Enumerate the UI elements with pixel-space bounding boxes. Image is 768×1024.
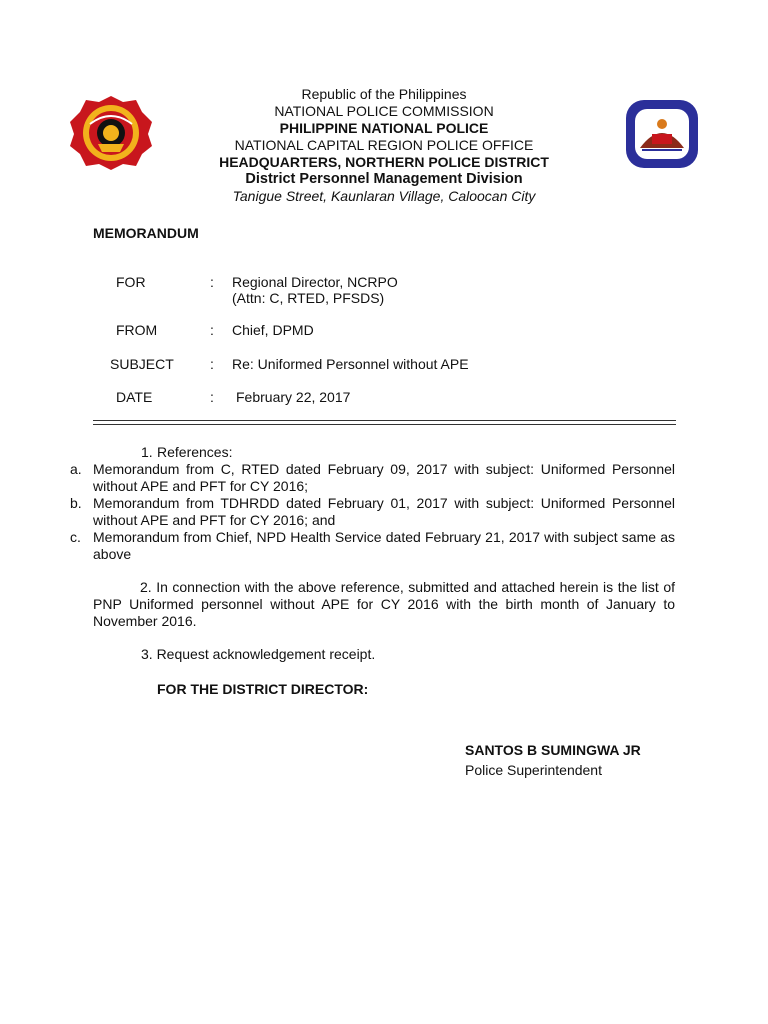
letterhead-line-ncrpo: NATIONAL CAPITAL REGION POLICE OFFICE <box>234 137 534 153</box>
divider-bottom <box>93 424 676 425</box>
for-value: Regional Director, NCRPO <box>232 274 398 290</box>
letterhead-line-napolcom: NATIONAL POLICE COMMISSION <box>274 103 494 119</box>
date-value: February 22, 2017 <box>236 389 351 405</box>
ref-c-text: Memorandum from Chief, NPD Health Service dated February 21, 2017 with subject same as above <box>93 529 675 562</box>
para-3: 3. Request acknowledgement receipt. <box>141 646 376 662</box>
for-attn: (Attn: C, RTED, PFSDS) <box>232 290 385 306</box>
para-1-text: References: <box>157 444 233 460</box>
letterhead-line-republic: Republic of the Philippines <box>301 86 467 102</box>
subject-colon: : <box>210 356 214 372</box>
ref-b-letter: b. <box>70 495 82 511</box>
divider-top <box>93 420 676 421</box>
ref-c-letter: c. <box>70 529 81 545</box>
signatory-name: SANTOS B SUMINGWA JR <box>465 742 641 758</box>
closing-line: FOR THE DISTRICT DIRECTOR: <box>157 681 369 697</box>
para-2: 2. In connection with the above reference, submitted and attached herein is the list of PNP Uniformed personnel without APE for CY 2016 with the birth month of January to November 2016. <box>93 579 675 629</box>
letterhead-line-address: Tanigue Street, Kaunlaran Village, Caloocan City <box>232 188 536 204</box>
ref-b-text: Memorandum from TDHRDD dated February 01, 2017 with subject: Uniformed Personnel without APE and PFT for CY 2016; and <box>93 495 675 528</box>
from-label: FROM <box>116 322 158 338</box>
date-label: DATE <box>116 389 153 405</box>
npd-seal-icon <box>622 98 702 170</box>
from-colon: : <box>210 322 214 338</box>
ref-a-text: Memorandum from C, RTED dated February 09, 2017 with subject: Uniformed Personnel without APE and PFT for CY 2016; <box>93 461 675 494</box>
letterhead-line-pnp: PHILIPPINE NATIONAL POLICE <box>279 120 489 136</box>
ref-a-letter: a. <box>70 461 82 477</box>
signatory-title: Police Superintendent <box>465 762 602 778</box>
for-label: FOR <box>116 274 146 290</box>
for-colon: : <box>210 274 214 290</box>
letterhead-line-division: District Personnel Management Division <box>245 171 523 187</box>
from-value: Chief, DPMD <box>232 322 314 338</box>
letterhead-line-hq: HEADQUARTERS, NORTHERN POLICE DISTRICT <box>219 154 549 170</box>
para-1-number: 1. <box>141 444 153 460</box>
subject-label: SUBJECT <box>110 356 174 372</box>
memo-title: MEMORANDUM <box>93 225 199 241</box>
subject-value: Re: Uniformed Personnel without APE <box>232 356 469 372</box>
date-colon: : <box>210 389 214 405</box>
letterhead <box>140 86 628 205</box>
